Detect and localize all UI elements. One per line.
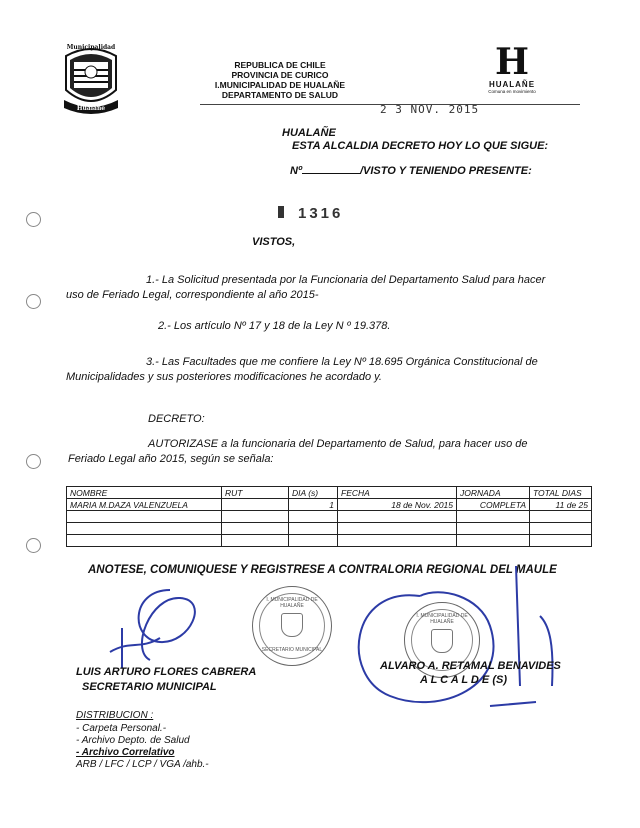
col-rut: RUT — [222, 487, 289, 499]
stamp-mark — [278, 206, 284, 218]
crest-bottom-text: Hualañe — [76, 105, 106, 112]
seal-right-top: I. MUNICIPALIDAD DE HUALAÑE — [416, 613, 468, 625]
point-1b: uso de Feriado Legal, correspondiente al año 2015- — [66, 289, 319, 301]
decree-number: 1316 — [298, 205, 344, 222]
seal-left-top: I. MUNICIPALIDAD DE HUALAÑE — [266, 597, 318, 609]
logo-tagline: Comuna en movimiento — [488, 89, 536, 94]
col-total: TOTAL DIAS — [530, 487, 592, 499]
letterhead-line2: PROVINCIA DE CURICO — [231, 70, 329, 80]
punch-hole — [26, 538, 41, 553]
cell-rut — [222, 499, 289, 511]
table-header-row — [67, 487, 592, 499]
heading-place: HUALAÑE — [282, 127, 336, 139]
cell-fecha: 18 de Nov. 2015 — [338, 499, 457, 511]
table-row — [67, 499, 592, 511]
col-jornada: JORNADA — [457, 487, 530, 499]
logo-mark: H — [494, 41, 529, 83]
heading-line: ESTA ALCALDIA DECRETO HOY LO QUE SIGUE: — [292, 140, 549, 152]
col-fecha: FECHA — [338, 487, 457, 499]
letterhead-line1: REPUBLICA DE CHILE — [234, 60, 326, 70]
letterhead-line4: DEPARTAMENTO DE SALUD — [221, 90, 339, 100]
letterhead — [200, 60, 360, 100]
hualane-logo — [482, 41, 542, 102]
autoriza-a: AUTORIZASE a la funcionaria del Departamento de Salud, para hacer uso de — [148, 438, 528, 450]
punch-hole — [26, 294, 41, 309]
punch-hole — [26, 454, 41, 469]
table-row-empty — [67, 523, 592, 535]
alcalde-title: A L C A L D E (S) — [420, 674, 507, 686]
point-2: 2.- Los artículo Nº 17 y 18 de la Ley N º 19.378. — [158, 320, 391, 332]
signature-alcalde — [340, 566, 570, 726]
point-3b: Municipalidades y sus posteriores modificaciones he acordado y. — [66, 371, 382, 383]
leave-table — [66, 486, 592, 547]
table-row-empty — [67, 511, 592, 523]
vistos-label: VISTOS, — [252, 236, 296, 248]
date-stamp: 2 3 NOV. 2015 — [380, 103, 480, 116]
letterhead-line3: I.MUNICIPALIDAD DE HUALAÑE — [214, 80, 346, 90]
distribution-item: - Carpeta Personal.- — [76, 723, 167, 734]
decree-number-stamp — [278, 205, 343, 222]
cell-nombre: MARIA M.DAZA VALENZUELA — [67, 499, 222, 511]
distribution-title: DISTRIBUCION : — [76, 710, 154, 721]
cell-dias: 1 — [289, 499, 338, 511]
point-3a: 3.- Las Facultades que me confiere la Ley Nº 18.695 Orgánica Constitucional de — [146, 356, 538, 368]
number-prefix: Nº — [290, 165, 302, 177]
crest-top-text: Municipalidad — [66, 44, 116, 51]
decree-number-line — [290, 165, 532, 177]
col-dias: DIA (s) — [289, 487, 338, 499]
number-suffix: /VISTO Y TENIENDO PRESENTE: — [359, 165, 532, 177]
point-1a: 1.- La Solicitud presentada por la Funcionaria del Departamento Salud para hacer — [146, 274, 546, 286]
distribution-initials: ARB / LFC / LCP / VGA /ahb.- — [76, 759, 209, 770]
secretario-title: SECRETARIO MUNICIPAL — [82, 681, 217, 693]
municipal-crest — [60, 42, 122, 118]
alcalde-name: ALVARO A. RETAMAL BENAVIDES — [380, 660, 561, 672]
table-row-empty — [67, 535, 592, 547]
anotese-line: ANOTESE, COMUNIQUESE Y REGISTRESE A CONTRALORIA REGIONAL DEL MAULE — [88, 564, 557, 576]
seal-crest-icon — [281, 613, 303, 637]
autoriza-b: Feriado Legal año 2015, según se señala: — [68, 453, 274, 465]
cell-jornada: COMPLETA — [457, 499, 530, 511]
distribution-item: - Archivo Depto. de Salud — [76, 735, 190, 746]
logo-name: HUALAÑE — [488, 80, 536, 89]
punch-hole — [26, 212, 41, 227]
distribution-item: - Archivo Correlativo — [76, 747, 175, 758]
secretario-name: LUIS ARTURO FLORES CABRERA — [76, 666, 257, 678]
cell-total: 11 de 25 — [530, 499, 592, 511]
col-nombre: NOMBRE — [67, 487, 222, 499]
seal-left-bottom: SECRETARIO MUNICIPAL — [261, 647, 323, 653]
decreto-label: DECRETO: — [148, 413, 205, 425]
